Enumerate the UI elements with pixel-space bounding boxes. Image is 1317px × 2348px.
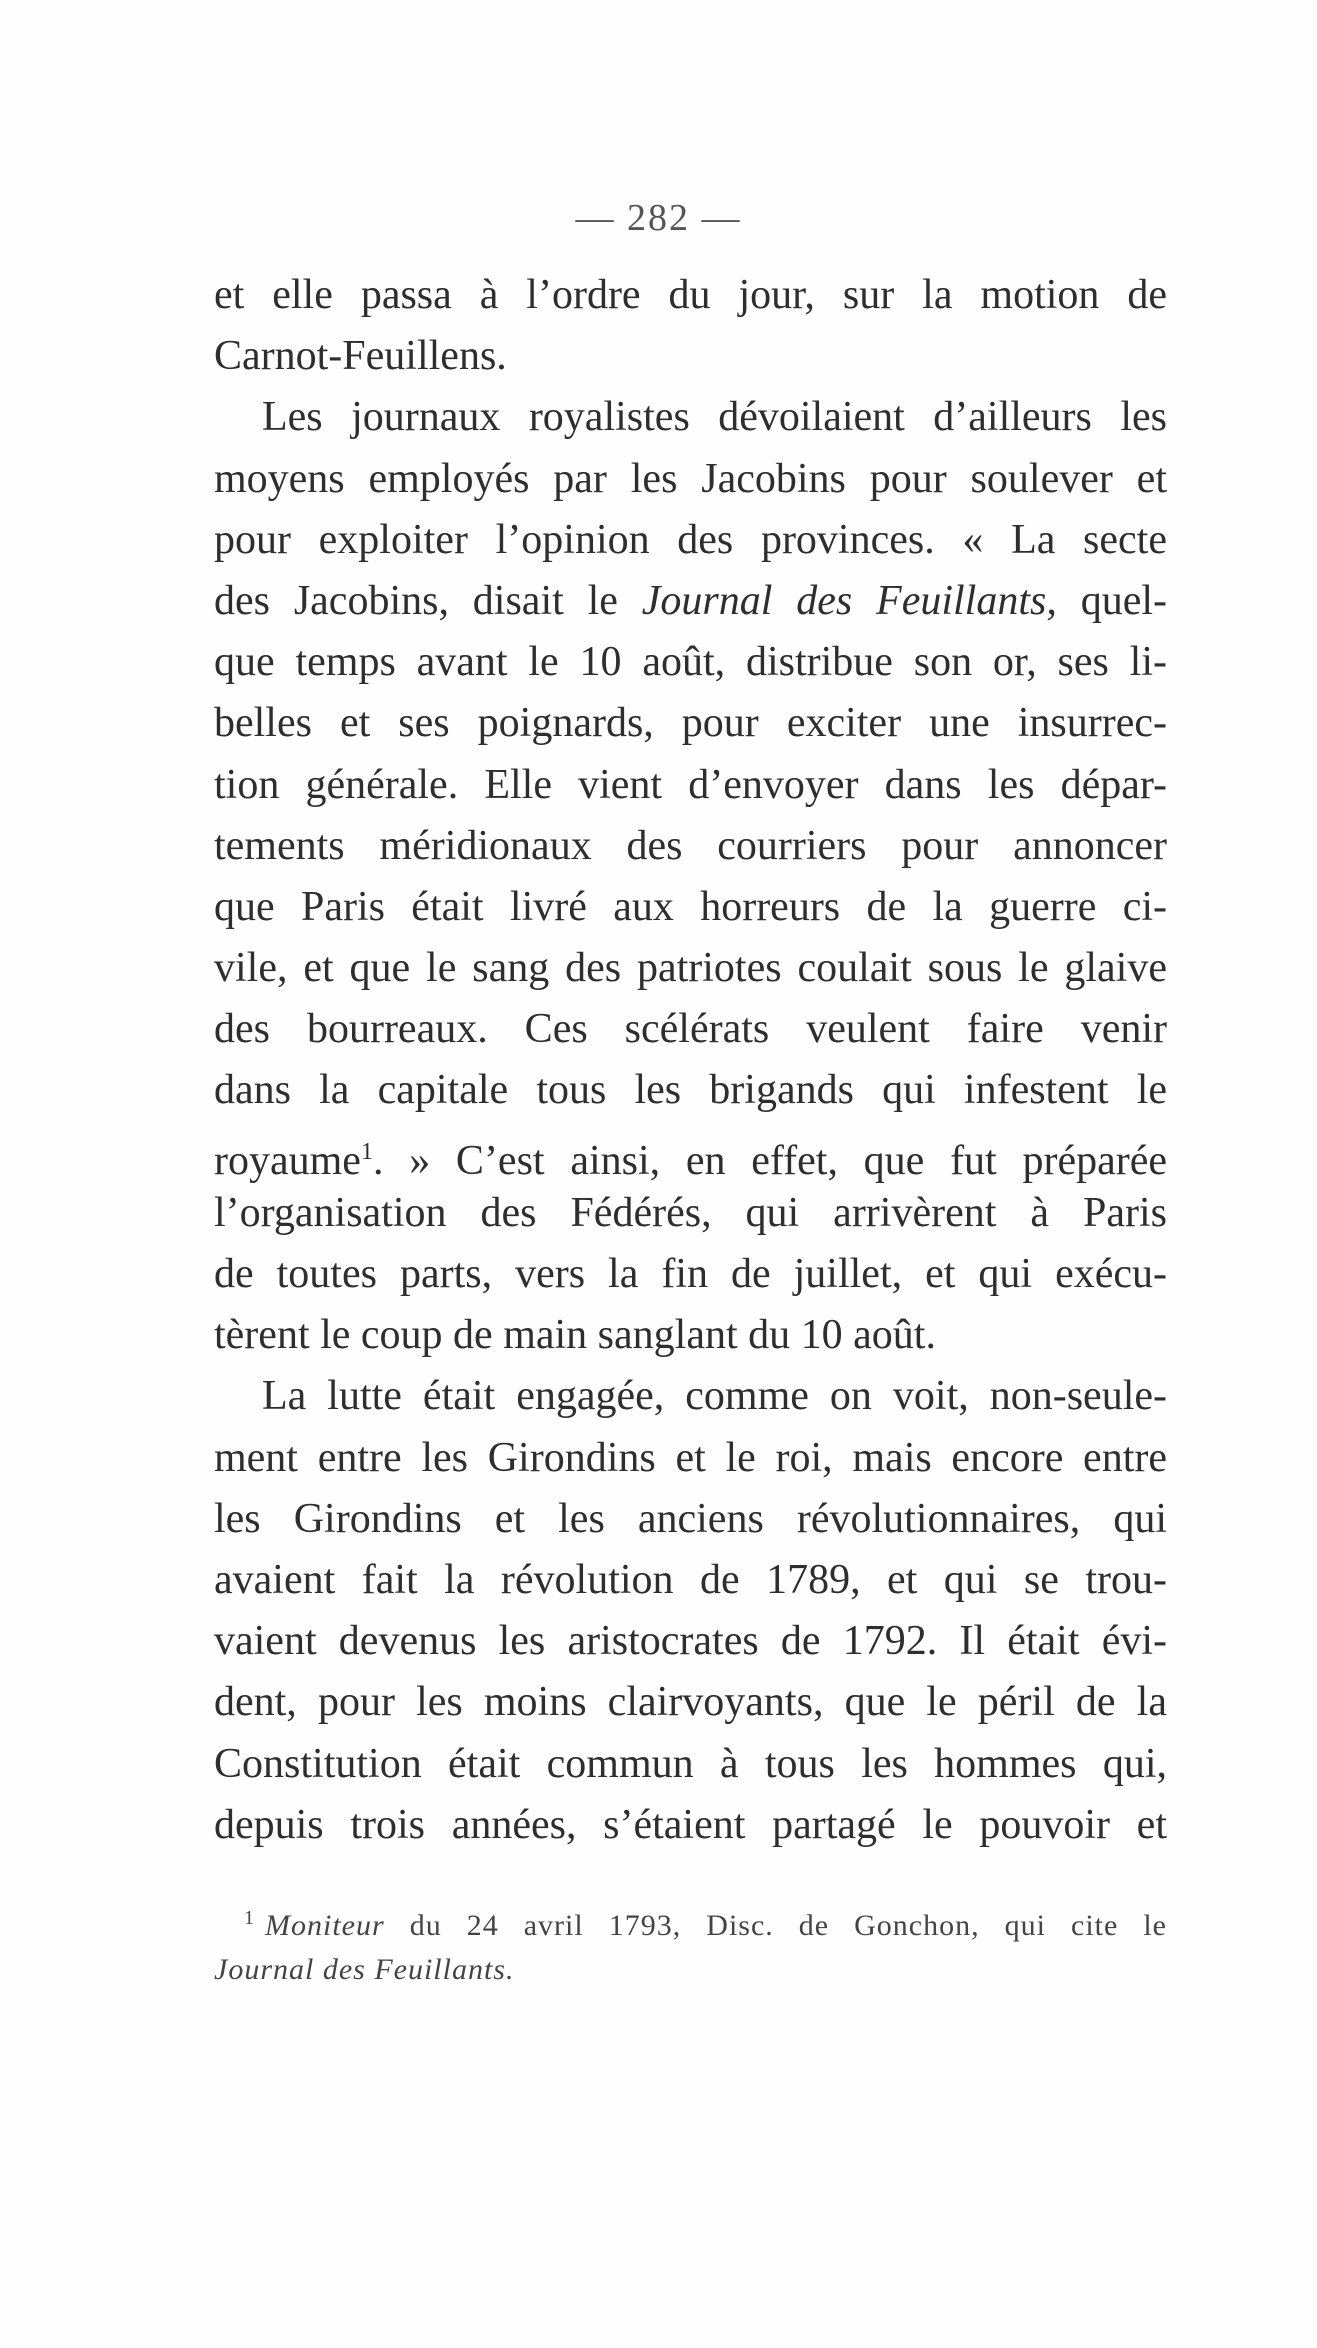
footnote-text: du 24 avril 1793, Disc. de Gonchon, qui cite le bbox=[409, 1909, 1167, 1942]
text-line: que temps avant le 10 août, distribue son or, ses li- bbox=[214, 639, 1167, 686]
footnote-marker: 1 bbox=[244, 1907, 255, 1929]
footnote-line bbox=[214, 1896, 1167, 1948]
footnote-journal: Journal des Feuillants. bbox=[214, 1953, 515, 1986]
text-line bbox=[214, 1122, 1167, 1183]
text-line: des bourreaux. Ces scélérats veulent faire venir bbox=[214, 1006, 1167, 1053]
text-line: ment entre les Girondins et le roi, mais encore entre bbox=[214, 1434, 1167, 1481]
text-line: moyens employés par les Jacobins pour soulever et bbox=[214, 455, 1167, 502]
footnote-reference: 1 bbox=[360, 1138, 373, 1165]
text-fragment: quel- bbox=[1080, 577, 1167, 624]
text-line: vaient devenus les aristocrates de 1792. Il était évi- bbox=[214, 1618, 1167, 1665]
text-line: Constitution était commun à tous les hommes qui, bbox=[214, 1740, 1167, 1787]
text-line: avaient fait la révolution de 1789, et qui se trou- bbox=[214, 1556, 1167, 1603]
text-fragment: royaume bbox=[214, 1137, 361, 1184]
text-fragment: des Jacobins, disait le bbox=[214, 577, 618, 624]
text-line: La lutte était engagée, comme on voit, non-seule- bbox=[262, 1373, 1167, 1420]
text-line: dans la capitale tous les brigands qui infestent le bbox=[214, 1067, 1167, 1114]
body-text bbox=[214, 265, 1167, 1856]
text-line: belles et ses poignards, pour exciter une insurrec- bbox=[214, 700, 1167, 747]
text-line: dent, pour les moins clairvoyants, que le péril de la bbox=[214, 1679, 1167, 1726]
footnote-line bbox=[214, 1948, 1167, 1992]
text-line: pour exploiter l’opinion des provinces. « La secte bbox=[214, 516, 1167, 563]
text-line: Carnot-Feuillens. bbox=[214, 333, 507, 380]
text-line: que Paris était livré aux horreurs de la guerre ci- bbox=[214, 883, 1167, 930]
text-line: tements méridionaux des courriers pour annoncer bbox=[214, 822, 1167, 869]
page-number: — 282 — bbox=[575, 197, 742, 239]
text-line: de toutes parts, vers la fin de juillet, et qui exécu- bbox=[214, 1251, 1167, 1297]
text-line: depuis trois années, s’étaient partagé le pouvoir et bbox=[214, 1801, 1167, 1848]
text-line: et elle passa à l’ordre du jour, sur la motion de bbox=[214, 272, 1167, 318]
text-line: vile, et que le sang des patriotes coulait sous le glaive bbox=[214, 945, 1167, 992]
text-line: l’organisation des Fédérés, qui arrivèrent à Paris bbox=[214, 1189, 1167, 1236]
journal-title: Journal des Feuillants, bbox=[641, 577, 1057, 624]
footnote bbox=[214, 1896, 1167, 1992]
text-line: tion générale. Elle vient d’envoyer dans les dépar- bbox=[214, 761, 1167, 808]
text-line: Les journaux royalistes dévoilaient d’ailleurs les bbox=[262, 394, 1167, 441]
text-line bbox=[214, 571, 1167, 632]
text-fragment: . » C’est ainsi, en effet, que fut préparée bbox=[372, 1137, 1167, 1184]
text-line: tèrent le coup de main sanglant du 10 août. bbox=[214, 1312, 936, 1359]
text-line: les Girondins et les anciens révolutionnaires, qui bbox=[214, 1495, 1167, 1542]
footnote-source: Moniteur bbox=[265, 1909, 385, 1942]
